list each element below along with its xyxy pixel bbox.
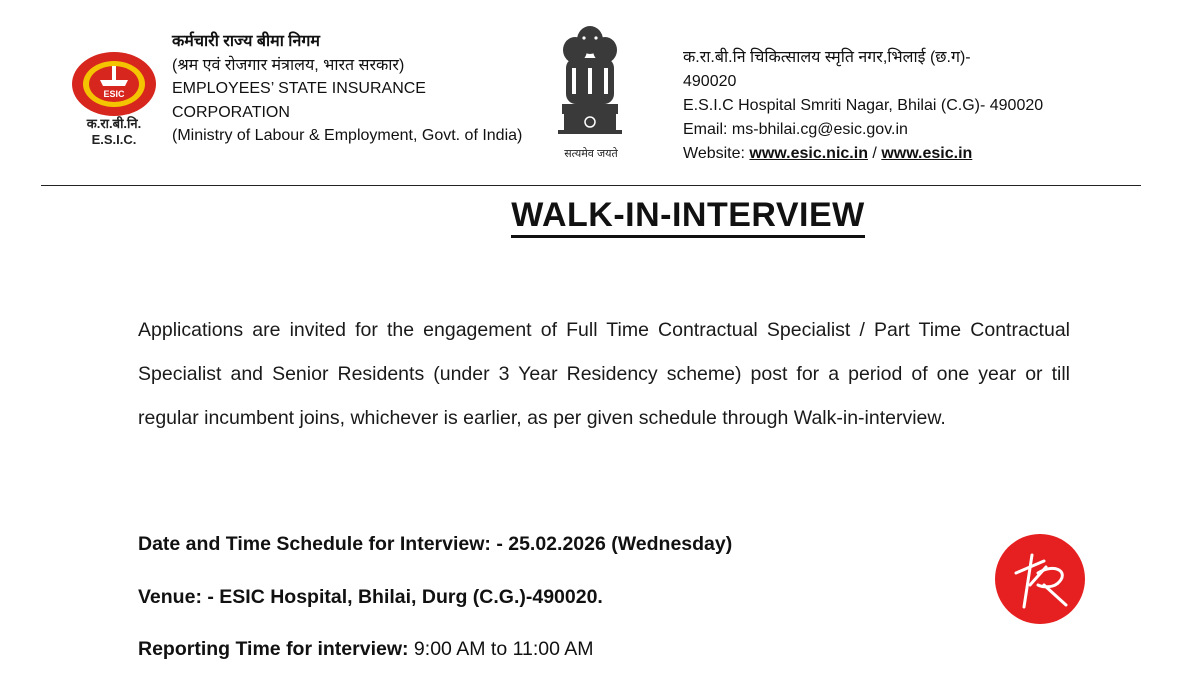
document-title xyxy=(300,192,1076,238)
hospital-pin-hindi: 490020 xyxy=(683,73,737,90)
hospital-block xyxy=(683,46,1093,166)
document-title-text: WALK-IN-INTERVIEW xyxy=(511,196,865,238)
email-address[interactable]: ms-bhilai.cg@esic.gov.in xyxy=(731,121,908,138)
state-emblem-icon xyxy=(554,22,626,154)
reporting-time-value: 9:00 AM to 11:00 AM xyxy=(408,638,594,660)
reporting-time xyxy=(138,635,1038,663)
logo-caption-english: E.S.I.C. xyxy=(91,132,137,147)
website-link-2[interactable]: www.esic.in xyxy=(881,145,973,162)
reporting-time-label: Reporting Time for interview: xyxy=(138,638,409,660)
hospital-name-english: E.S.I.C Hospital Smriti Nagar, Bhilai (C.G)- 490020 xyxy=(683,97,1044,114)
org-name-english-line1: EMPLOYEES’ STATE INSURANCE xyxy=(172,80,426,98)
hospital-website-line xyxy=(683,142,1093,166)
interview-venue: Venue: - ESIC Hospital, Bhilai, Durg (C.G.)-490020. xyxy=(138,586,603,608)
esic-logo-caption xyxy=(62,116,166,148)
kr-badge-icon xyxy=(994,533,1086,625)
website-label: Website: xyxy=(683,145,750,162)
logo-caption-hindi: क.रा.बी.नि. xyxy=(86,116,142,131)
hospital-email-line xyxy=(683,118,1093,142)
emblem-motto: सत्यमेव जयते xyxy=(564,148,618,160)
hospital-name-hindi: क.रा.बी.नि चिकित्सालय स्मृति नगर,भिलाई (छ.ग)- xyxy=(683,49,971,66)
interview-schedule: Date and Time Schedule for Interview: - 25.02.2026 (Wednesday) xyxy=(138,533,733,555)
org-ministry-hindi: (श्रम एवं रोजगार मंत्रालय, भारत सरकार) xyxy=(172,56,405,74)
svg-text:ESIC: ESIC xyxy=(103,89,125,99)
email-label: Email: xyxy=(683,121,732,138)
org-ministry-english: (Ministry of Labour & Employment, Govt. of India) xyxy=(172,127,523,145)
esic-logo xyxy=(70,50,158,118)
website-link-1[interactable]: www.esic.nic.in xyxy=(749,145,868,162)
org-name-hindi: कर्मचारी राज्य बीमा निगम xyxy=(172,33,320,50)
intro-paragraph: Applications are invited for the engagement of Full Time Contractual Specialist / Part Time Contractual Specialist and Senior Residents (under 3 Year Residency scheme) post for a period of one year or till regular incumbent joins, whichever is earlier, as per given schedule through Walk-in-interview. xyxy=(138,319,1070,429)
organisation-block xyxy=(172,30,542,148)
org-name-english-line2: CORPORATION xyxy=(172,103,290,121)
header-divider xyxy=(41,185,1141,186)
website-separator: / xyxy=(867,145,882,162)
